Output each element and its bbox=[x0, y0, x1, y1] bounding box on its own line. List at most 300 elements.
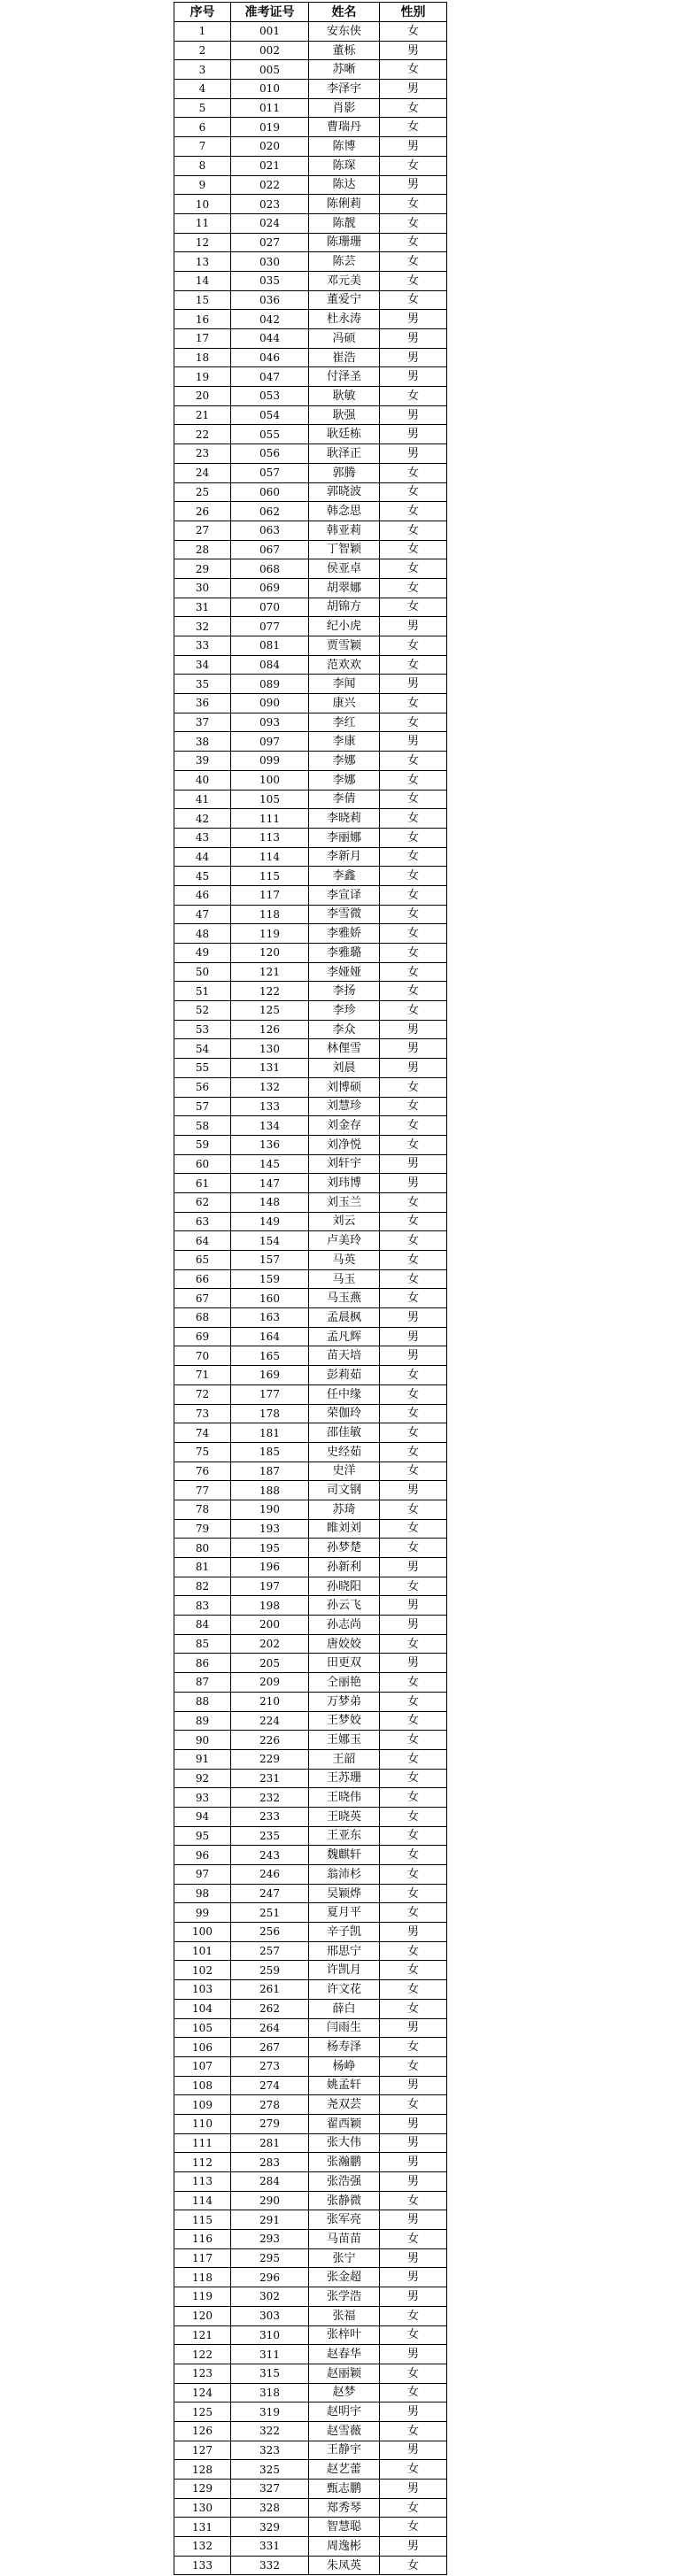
gender-cell: 男 bbox=[380, 1654, 447, 1673]
gender-cell: 男 bbox=[380, 675, 447, 694]
name-cell: 李倩 bbox=[309, 790, 380, 809]
header-index: 序号 bbox=[174, 3, 231, 22]
exam-id-cell: 257 bbox=[231, 1941, 309, 1961]
exam-id-cell: 084 bbox=[231, 655, 309, 675]
gender-cell: 女 bbox=[380, 1692, 447, 1711]
table-row bbox=[174, 1807, 447, 1826]
gender-cell: 女 bbox=[380, 655, 447, 675]
table-row bbox=[174, 1500, 447, 1519]
name-cell: 周逸彬 bbox=[309, 2537, 380, 2557]
name-cell: 李娅娅 bbox=[309, 962, 380, 982]
exam-id-cell: 105 bbox=[231, 790, 309, 809]
gender-cell: 女 bbox=[380, 540, 447, 559]
exam-id-cell: 099 bbox=[231, 752, 309, 771]
gender-cell: 女 bbox=[380, 1423, 447, 1443]
row-index: 55 bbox=[174, 1059, 231, 1078]
row-index: 89 bbox=[174, 1711, 231, 1731]
row-index: 36 bbox=[174, 694, 231, 713]
name-cell: 马玉燕 bbox=[309, 1289, 380, 1308]
gender-cell: 男 bbox=[380, 137, 447, 157]
row-index: 92 bbox=[174, 1769, 231, 1788]
gender-cell: 男 bbox=[380, 1154, 447, 1174]
row-index: 63 bbox=[174, 1212, 231, 1231]
gender-cell: 女 bbox=[380, 2038, 447, 2057]
name-cell: 张军亮 bbox=[309, 2210, 380, 2230]
name-cell: 刘慧珍 bbox=[309, 1097, 380, 1116]
exam-id-cell: 132 bbox=[231, 1077, 309, 1097]
table-row bbox=[174, 310, 447, 329]
name-cell: 陈博 bbox=[309, 137, 380, 157]
row-index: 66 bbox=[174, 1269, 231, 1289]
exam-id-cell: 290 bbox=[231, 2191, 309, 2210]
name-cell: 李丽娜 bbox=[309, 828, 380, 847]
name-cell: 董爱宁 bbox=[309, 290, 380, 310]
row-index: 69 bbox=[174, 1327, 231, 1346]
gender-cell: 女 bbox=[380, 252, 447, 272]
gender-cell: 女 bbox=[380, 118, 447, 137]
exam-id-cell: 303 bbox=[231, 2306, 309, 2325]
exam-id-cell: 231 bbox=[231, 1769, 309, 1788]
row-index: 29 bbox=[174, 559, 231, 579]
table-row bbox=[174, 770, 447, 790]
gender-cell: 男 bbox=[380, 2172, 447, 2192]
row-index: 14 bbox=[174, 271, 231, 290]
gender-cell: 男 bbox=[380, 1039, 447, 1059]
name-cell: 张浩强 bbox=[309, 2172, 380, 2192]
row-index: 119 bbox=[174, 2287, 231, 2307]
name-cell: 张学浩 bbox=[309, 2287, 380, 2307]
name-cell: 邵佳敏 bbox=[309, 1423, 380, 1443]
table-row bbox=[174, 1769, 447, 1788]
table-row bbox=[174, 1961, 447, 1980]
table-row bbox=[174, 1308, 447, 1328]
exam-id-cell: 181 bbox=[231, 1423, 309, 1443]
name-cell: 吴颖烨 bbox=[309, 1884, 380, 1903]
exam-id-cell: 311 bbox=[231, 2345, 309, 2364]
exam-id-cell: 261 bbox=[231, 1980, 309, 2000]
name-cell: 杜永涛 bbox=[309, 310, 380, 329]
gender-cell: 女 bbox=[380, 1788, 447, 1808]
row-index: 51 bbox=[174, 982, 231, 1001]
gender-cell: 女 bbox=[380, 502, 447, 521]
name-cell: 胡锦方 bbox=[309, 598, 380, 617]
exam-id-cell: 068 bbox=[231, 559, 309, 579]
name-cell: 李鑫 bbox=[309, 867, 380, 886]
name-cell: 刘玉兰 bbox=[309, 1192, 380, 1212]
name-cell: 孙云飞 bbox=[309, 1596, 380, 1616]
table-row bbox=[174, 2153, 447, 2172]
gender-cell: 男 bbox=[380, 1346, 447, 1366]
name-cell: 刘净悦 bbox=[309, 1135, 380, 1154]
exam-id-cell: 157 bbox=[231, 1251, 309, 1270]
gender-cell: 男 bbox=[380, 1616, 447, 1635]
row-index: 116 bbox=[174, 2230, 231, 2249]
name-cell: 张瀚鹏 bbox=[309, 2153, 380, 2172]
exam-id-cell: 113 bbox=[231, 828, 309, 847]
exam-id-cell: 329 bbox=[231, 2518, 309, 2537]
row-index: 52 bbox=[174, 1001, 231, 1021]
gender-cell: 女 bbox=[380, 156, 447, 175]
name-cell: 陈芸 bbox=[309, 252, 380, 272]
table-row bbox=[174, 175, 447, 195]
gender-cell: 女 bbox=[380, 2383, 447, 2402]
table-row bbox=[174, 2325, 447, 2345]
exam-id-cell: 057 bbox=[231, 463, 309, 482]
row-index: 42 bbox=[174, 809, 231, 829]
name-cell: 赵春华 bbox=[309, 2345, 380, 2364]
table-row bbox=[174, 1346, 447, 1366]
name-cell: 康兴 bbox=[309, 694, 380, 713]
row-index: 49 bbox=[174, 944, 231, 963]
table-row bbox=[174, 41, 447, 60]
gender-cell: 女 bbox=[380, 290, 447, 310]
name-cell: 陈靓 bbox=[309, 213, 380, 233]
exam-id-cell: 148 bbox=[231, 1192, 309, 1212]
name-cell: 许凯月 bbox=[309, 1961, 380, 1980]
row-index: 54 bbox=[174, 1039, 231, 1059]
exam-id-cell: 232 bbox=[231, 1788, 309, 1808]
exam-id-cell: 322 bbox=[231, 2421, 309, 2441]
row-index: 65 bbox=[174, 1251, 231, 1270]
gender-cell: 男 bbox=[380, 1308, 447, 1328]
table-row bbox=[174, 1462, 447, 1481]
row-index: 107 bbox=[174, 2056, 231, 2076]
exam-id-cell: 328 bbox=[231, 2498, 309, 2518]
row-index: 113 bbox=[174, 2172, 231, 2192]
exam-id-cell: 256 bbox=[231, 1923, 309, 1942]
exam-id-cell: 036 bbox=[231, 290, 309, 310]
row-index: 83 bbox=[174, 1596, 231, 1616]
name-cell: 张福 bbox=[309, 2306, 380, 2325]
row-index: 125 bbox=[174, 2402, 231, 2422]
table-row bbox=[174, 329, 447, 349]
table-row bbox=[174, 252, 447, 272]
table-row bbox=[174, 2210, 447, 2230]
table-row bbox=[174, 2076, 447, 2095]
name-cell: 杨峥 bbox=[309, 2056, 380, 2076]
table-row bbox=[174, 2383, 447, 2402]
exam-id-cell: 126 bbox=[231, 1020, 309, 1039]
table-row bbox=[174, 598, 447, 617]
row-index: 88 bbox=[174, 1692, 231, 1711]
name-cell: 李泽宇 bbox=[309, 80, 380, 99]
name-cell: 孟凡辉 bbox=[309, 1327, 380, 1346]
row-index: 61 bbox=[174, 1174, 231, 1193]
exam-id-cell: 023 bbox=[231, 195, 309, 214]
name-cell: 张大伟 bbox=[309, 2133, 380, 2153]
table-row bbox=[174, 1327, 447, 1346]
gender-cell: 女 bbox=[380, 1404, 447, 1423]
name-cell: 李康 bbox=[309, 732, 380, 752]
table-row bbox=[174, 1289, 447, 1308]
exam-id-cell: 273 bbox=[231, 2056, 309, 2076]
name-cell: 王静宇 bbox=[309, 2441, 380, 2460]
gender-cell: 女 bbox=[380, 1001, 447, 1021]
exam-id-cell: 021 bbox=[231, 156, 309, 175]
gender-cell: 女 bbox=[380, 1269, 447, 1289]
gender-cell: 女 bbox=[380, 1826, 447, 1846]
table-row bbox=[174, 809, 447, 829]
name-cell: 尧双芸 bbox=[309, 2095, 380, 2115]
row-index: 74 bbox=[174, 1423, 231, 1443]
gender-cell: 男 bbox=[380, 2018, 447, 2038]
name-cell: 李雅娇 bbox=[309, 924, 380, 944]
gender-cell: 女 bbox=[380, 1366, 447, 1385]
name-cell: 荣伽玲 bbox=[309, 1404, 380, 1423]
table-row bbox=[174, 521, 447, 540]
exam-id-cell: 165 bbox=[231, 1346, 309, 1366]
table-row bbox=[174, 233, 447, 252]
gender-cell: 女 bbox=[380, 770, 447, 790]
table-row bbox=[174, 713, 447, 732]
exam-id-cell: 284 bbox=[231, 2172, 309, 2192]
name-cell: 贾雪颖 bbox=[309, 636, 380, 656]
name-cell: 韩亚莉 bbox=[309, 521, 380, 540]
row-index: 101 bbox=[174, 1941, 231, 1961]
exam-id-cell: 315 bbox=[231, 2364, 309, 2383]
name-cell: 王苏珊 bbox=[309, 1769, 380, 1788]
gender-cell: 女 bbox=[380, 2498, 447, 2518]
exam-id-cell: 243 bbox=[231, 1846, 309, 1865]
name-cell: 郭腾 bbox=[309, 463, 380, 482]
row-index: 43 bbox=[174, 828, 231, 847]
row-index: 30 bbox=[174, 578, 231, 598]
exam-id-cell: 133 bbox=[231, 1097, 309, 1116]
exam-id-cell: 120 bbox=[231, 944, 309, 963]
exam-id-cell: 209 bbox=[231, 1673, 309, 1693]
row-index: 17 bbox=[174, 329, 231, 349]
exam-id-cell: 210 bbox=[231, 1692, 309, 1711]
table-row bbox=[174, 213, 447, 233]
exam-id-cell: 331 bbox=[231, 2537, 309, 2557]
table-row bbox=[174, 578, 447, 598]
name-cell: 陈珊珊 bbox=[309, 233, 380, 252]
row-index: 95 bbox=[174, 1826, 231, 1846]
exam-id-cell: 145 bbox=[231, 1154, 309, 1174]
table-row bbox=[174, 1731, 447, 1750]
gender-cell: 女 bbox=[380, 924, 447, 944]
name-cell: 刘云 bbox=[309, 1212, 380, 1231]
exam-id-cell: 226 bbox=[231, 1731, 309, 1750]
table-row bbox=[174, 655, 447, 675]
exam-id-cell: 100 bbox=[231, 770, 309, 790]
name-cell: 刘博硕 bbox=[309, 1077, 380, 1097]
exam-id-cell: 200 bbox=[231, 1616, 309, 1635]
exam-id-cell: 115 bbox=[231, 867, 309, 886]
table-row bbox=[174, 60, 447, 80]
row-index: 94 bbox=[174, 1807, 231, 1826]
name-cell: 李闻 bbox=[309, 675, 380, 694]
name-cell: 马玉 bbox=[309, 1269, 380, 1289]
gender-cell: 男 bbox=[380, 310, 447, 329]
gender-cell: 女 bbox=[380, 1749, 447, 1769]
name-cell: 赵明宇 bbox=[309, 2402, 380, 2422]
row-index: 56 bbox=[174, 1077, 231, 1097]
row-index: 11 bbox=[174, 213, 231, 233]
exam-id-cell: 024 bbox=[231, 213, 309, 233]
exam-id-cell: 327 bbox=[231, 2480, 309, 2499]
table-row bbox=[174, 2402, 447, 2422]
row-index: 80 bbox=[174, 1539, 231, 1558]
exam-id-cell: 264 bbox=[231, 2018, 309, 2038]
table-row bbox=[174, 1999, 447, 2018]
row-index: 37 bbox=[174, 713, 231, 732]
gender-cell: 女 bbox=[380, 1135, 447, 1154]
name-cell: 翁沛杉 bbox=[309, 1865, 380, 1885]
gender-cell: 男 bbox=[380, 1558, 447, 1577]
exam-id-cell: 010 bbox=[231, 80, 309, 99]
row-index: 79 bbox=[174, 1519, 231, 1539]
exam-id-cell: 247 bbox=[231, 1884, 309, 1903]
row-index: 118 bbox=[174, 2268, 231, 2287]
gender-cell: 男 bbox=[380, 2287, 447, 2307]
name-cell: 苏琦 bbox=[309, 1500, 380, 1519]
exam-id-cell: 067 bbox=[231, 540, 309, 559]
gender-cell: 女 bbox=[380, 463, 447, 482]
row-index: 110 bbox=[174, 2114, 231, 2133]
name-cell: 耿廷栋 bbox=[309, 425, 380, 444]
exam-id-cell: 011 bbox=[231, 98, 309, 118]
name-cell: 王亚东 bbox=[309, 1826, 380, 1846]
row-index: 130 bbox=[174, 2498, 231, 2518]
gender-cell: 女 bbox=[380, 2364, 447, 2383]
exam-id-cell: 198 bbox=[231, 1596, 309, 1616]
gender-cell: 男 bbox=[380, 2248, 447, 2268]
gender-cell: 女 bbox=[380, 694, 447, 713]
name-cell: 苏晰 bbox=[309, 60, 380, 80]
gender-cell: 男 bbox=[380, 175, 447, 195]
name-cell: 郑秀琴 bbox=[309, 2498, 380, 2518]
table-row bbox=[174, 1251, 447, 1270]
exam-id-cell: 229 bbox=[231, 1749, 309, 1769]
name-cell: 孙晓阳 bbox=[309, 1577, 380, 1596]
row-index: 108 bbox=[174, 2076, 231, 2095]
name-cell: 姚孟轩 bbox=[309, 2076, 380, 2095]
table-row bbox=[174, 2345, 447, 2364]
row-index: 121 bbox=[174, 2325, 231, 2345]
table-row bbox=[174, 1884, 447, 1903]
name-cell: 仝丽艳 bbox=[309, 1673, 380, 1693]
table-row bbox=[174, 1192, 447, 1212]
table-row bbox=[174, 1154, 447, 1174]
table-row bbox=[174, 790, 447, 809]
row-index: 53 bbox=[174, 1020, 231, 1039]
header-exam-id: 准考证号 bbox=[231, 3, 309, 22]
row-index: 123 bbox=[174, 2364, 231, 2383]
gender-cell: 男 bbox=[380, 444, 447, 464]
gender-cell: 男 bbox=[380, 2210, 447, 2230]
header-gender: 性别 bbox=[380, 3, 447, 22]
gender-cell: 女 bbox=[380, 521, 447, 540]
exam-id-cell: 195 bbox=[231, 1539, 309, 1558]
table-row bbox=[174, 1749, 447, 1769]
name-cell: 李珍 bbox=[309, 1001, 380, 1021]
row-index: 120 bbox=[174, 2306, 231, 2325]
row-index: 122 bbox=[174, 2345, 231, 2364]
table-row bbox=[174, 444, 447, 464]
table-row bbox=[174, 2114, 447, 2133]
name-cell: 赵艺蕾 bbox=[309, 2460, 380, 2480]
row-index: 126 bbox=[174, 2421, 231, 2441]
gender-cell: 女 bbox=[380, 1673, 447, 1693]
row-index: 34 bbox=[174, 655, 231, 675]
row-index: 127 bbox=[174, 2441, 231, 2460]
table-row bbox=[174, 2056, 447, 2076]
table-row bbox=[174, 1519, 447, 1539]
gender-cell: 女 bbox=[380, 1462, 447, 1481]
row-index: 78 bbox=[174, 1500, 231, 1519]
exam-id-cell: 193 bbox=[231, 1519, 309, 1539]
exam-id-cell: 325 bbox=[231, 2460, 309, 2480]
exam-id-cell: 053 bbox=[231, 387, 309, 406]
exam-id-cell: 118 bbox=[231, 905, 309, 924]
name-cell: 冯硕 bbox=[309, 329, 380, 349]
table-row bbox=[174, 2518, 447, 2537]
table-row bbox=[174, 80, 447, 99]
name-cell: 李扬 bbox=[309, 982, 380, 1001]
table-row bbox=[174, 1231, 447, 1251]
table-row bbox=[174, 1692, 447, 1711]
name-cell: 张静微 bbox=[309, 2191, 380, 2210]
row-index: 3 bbox=[174, 60, 231, 80]
row-index: 18 bbox=[174, 348, 231, 367]
row-index: 128 bbox=[174, 2460, 231, 2480]
name-cell: 李晓莉 bbox=[309, 809, 380, 829]
gender-cell: 男 bbox=[380, 80, 447, 99]
row-index: 44 bbox=[174, 847, 231, 867]
exam-id-cell: 197 bbox=[231, 1577, 309, 1596]
gender-cell: 女 bbox=[380, 867, 447, 886]
exam-id-cell: 069 bbox=[231, 578, 309, 598]
table-row bbox=[174, 271, 447, 290]
table-row bbox=[174, 2268, 447, 2287]
exam-id-cell: 035 bbox=[231, 271, 309, 290]
table-row bbox=[174, 982, 447, 1001]
table-row bbox=[174, 1135, 447, 1154]
name-cell: 张宁 bbox=[309, 2248, 380, 2268]
table-row bbox=[174, 636, 447, 656]
table-row bbox=[174, 1941, 447, 1961]
table-row bbox=[174, 1423, 447, 1443]
name-cell: 董栎 bbox=[309, 41, 380, 60]
gender-cell: 女 bbox=[380, 847, 447, 867]
name-cell: 丁智颖 bbox=[309, 540, 380, 559]
exam-id-cell: 047 bbox=[231, 367, 309, 387]
exam-id-cell: 063 bbox=[231, 521, 309, 540]
exam-id-cell: 136 bbox=[231, 1135, 309, 1154]
row-index: 33 bbox=[174, 636, 231, 656]
row-index: 75 bbox=[174, 1442, 231, 1462]
exam-id-cell: 281 bbox=[231, 2133, 309, 2153]
gender-cell: 女 bbox=[380, 885, 447, 905]
row-index: 102 bbox=[174, 1961, 231, 1980]
table-row bbox=[174, 2441, 447, 2460]
row-index: 10 bbox=[174, 195, 231, 214]
table-row bbox=[174, 1097, 447, 1116]
row-index: 96 bbox=[174, 1846, 231, 1865]
gender-cell: 男 bbox=[380, 2268, 447, 2287]
name-cell: 李众 bbox=[309, 1020, 380, 1039]
table-row bbox=[174, 405, 447, 425]
table-row bbox=[174, 2480, 447, 2499]
row-index: 35 bbox=[174, 675, 231, 694]
name-cell: 王娜玉 bbox=[309, 1731, 380, 1750]
table-row bbox=[174, 98, 447, 118]
table-row bbox=[174, 1654, 447, 1673]
exam-id-cell: 005 bbox=[231, 60, 309, 80]
gender-cell: 男 bbox=[380, 367, 447, 387]
name-cell: 林俚雪 bbox=[309, 1039, 380, 1059]
